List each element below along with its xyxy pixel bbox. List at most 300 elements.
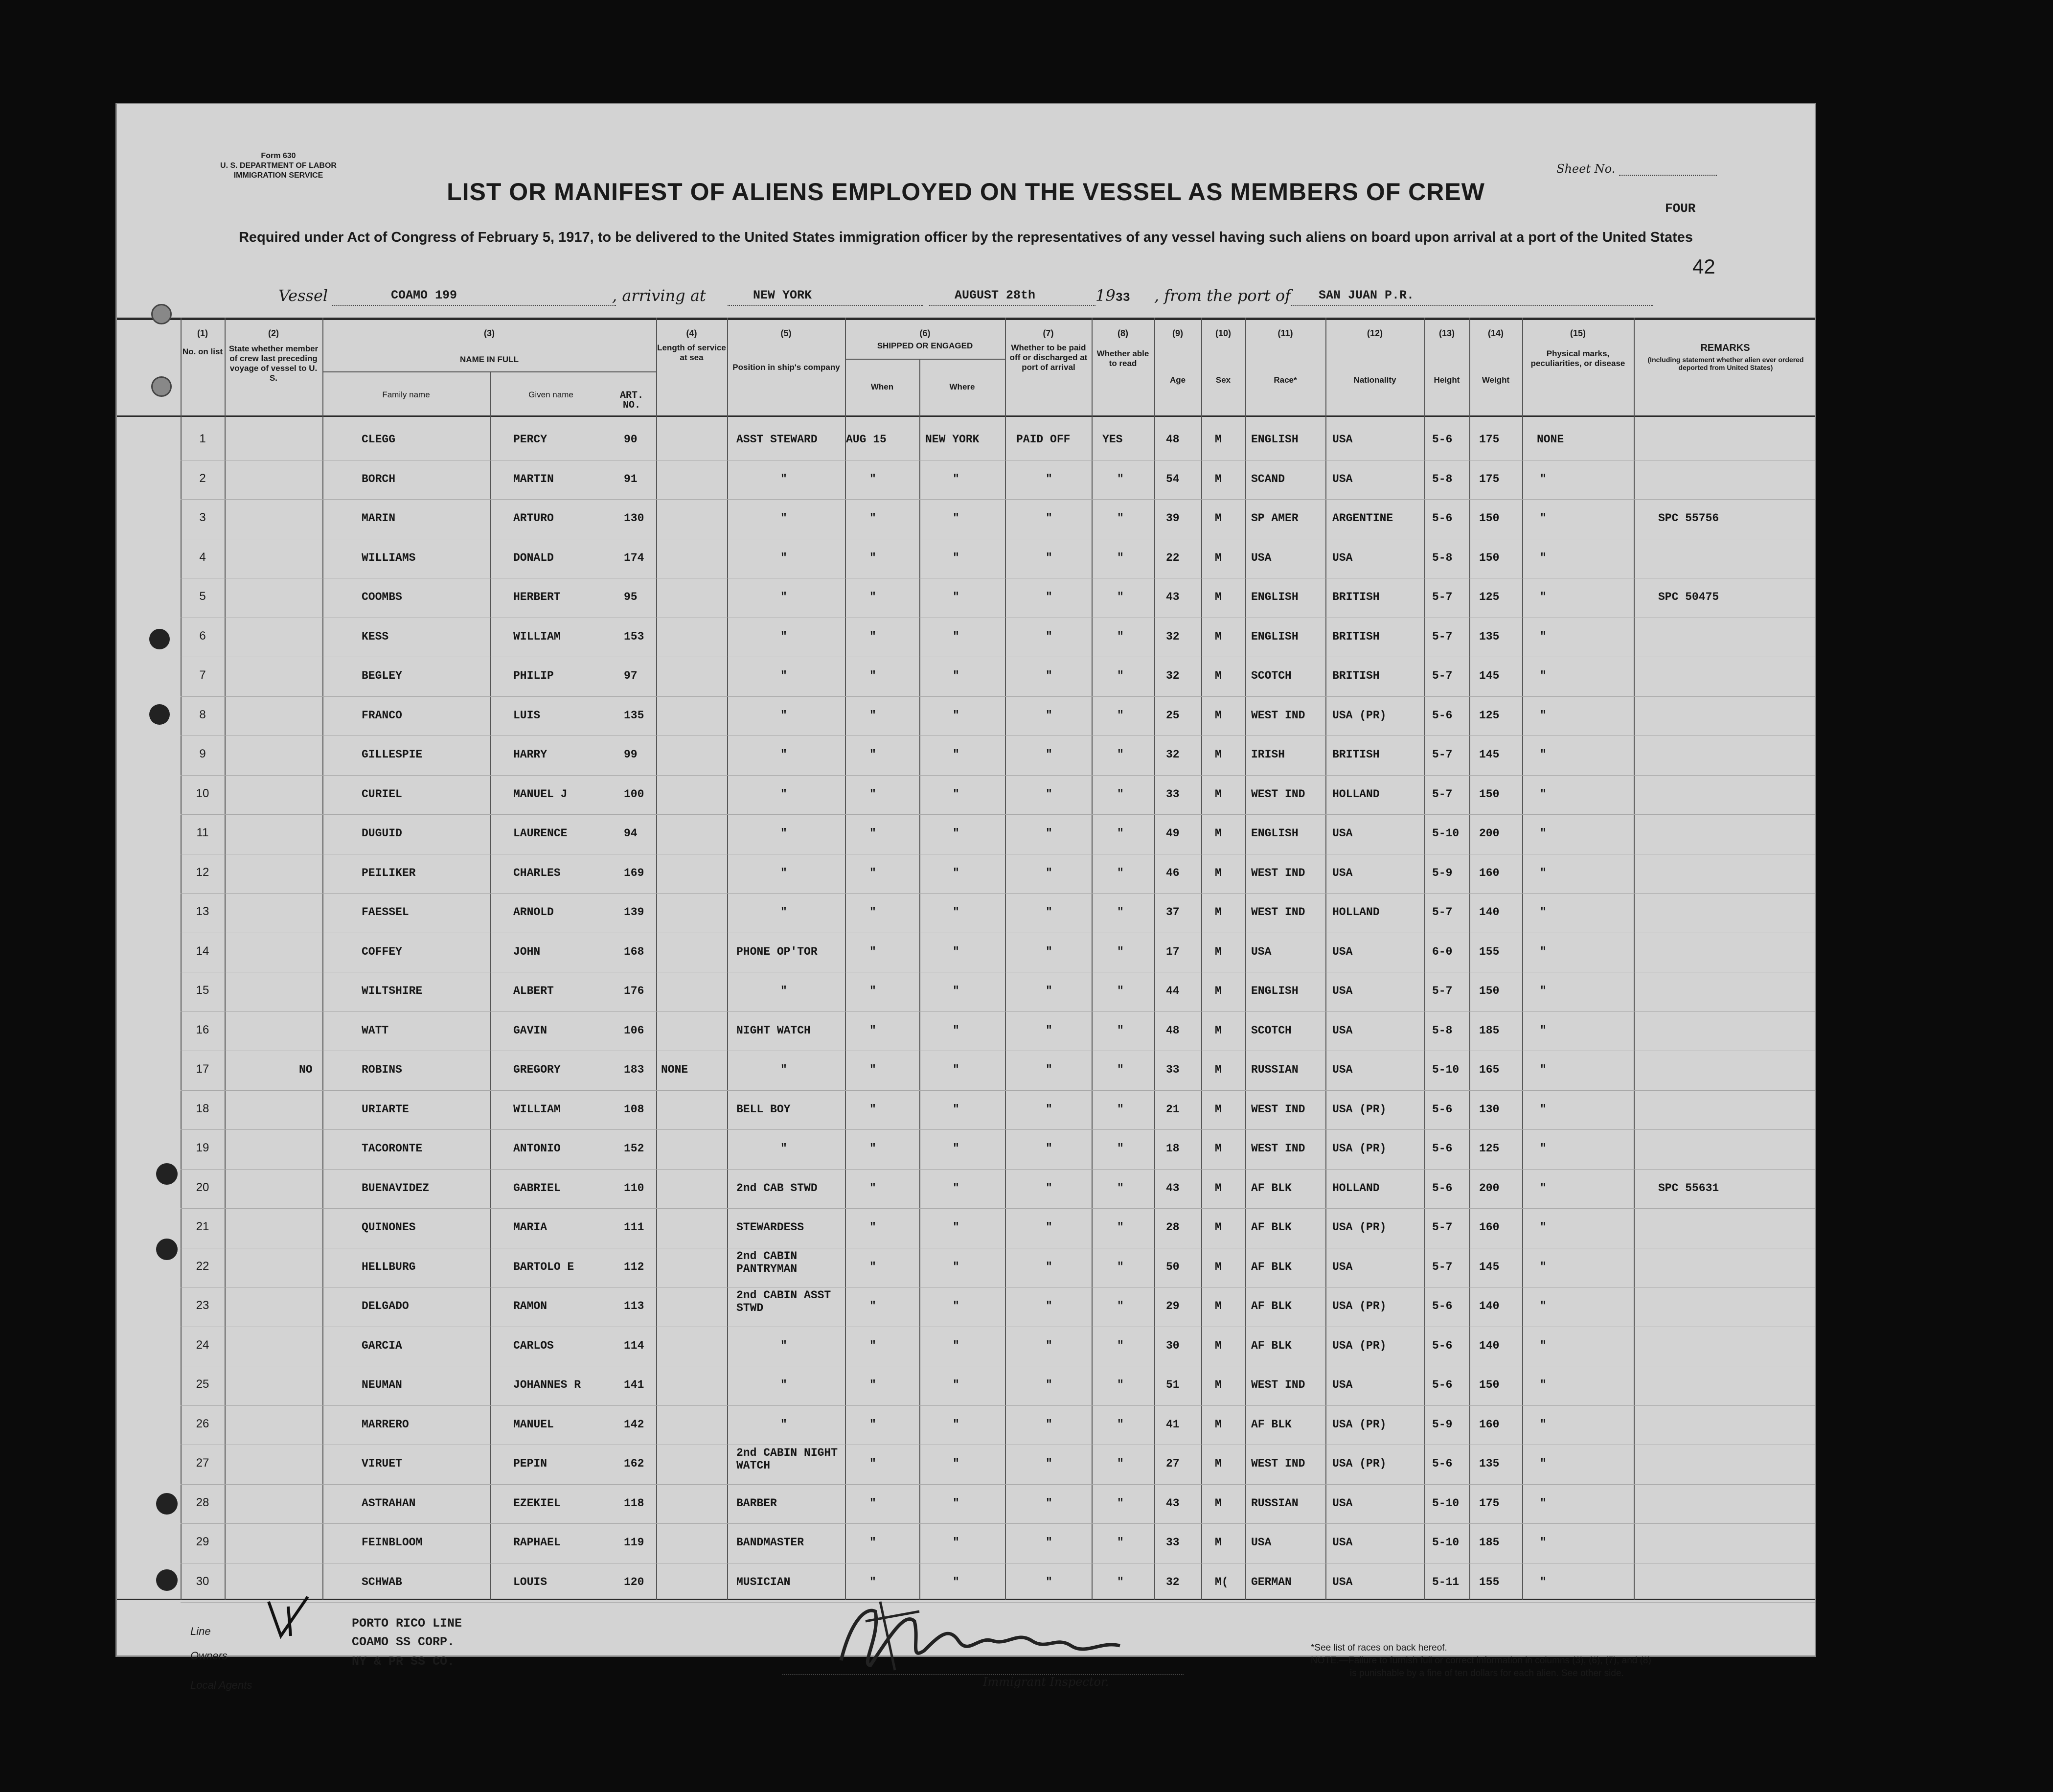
department-name: U. S. DEPARTMENT OF LABOR <box>220 161 337 170</box>
cell-when: " <box>869 1300 876 1312</box>
col-rule <box>845 318 846 1600</box>
cell-read: " <box>1117 1103 1124 1116</box>
row-number: 6 <box>199 629 206 643</box>
cell-read: " <box>1117 1536 1124 1549</box>
cell-sex: M <box>1215 1378 1222 1391</box>
row-number: 16 <box>196 1023 209 1036</box>
cell-age: 37 <box>1166 906 1180 919</box>
cell-weight: 140 <box>1479 1339 1500 1352</box>
cell-nat: USA (PR) <box>1332 709 1387 722</box>
cell-read: " <box>1117 472 1124 485</box>
cell-where: " <box>953 866 959 879</box>
cell-sex: M <box>1215 1181 1222 1195</box>
cell-sex: M <box>1215 1536 1222 1549</box>
cell-paid: " <box>1046 1221 1052 1234</box>
cell-read: " <box>1117 1457 1124 1470</box>
cell-read: " <box>1117 1260 1124 1273</box>
cell-race: SP AMER <box>1251 512 1299 525</box>
colnum-5: (5) <box>780 328 792 338</box>
cell-marks: " <box>1540 512 1547 525</box>
cell-read: " <box>1117 1378 1124 1391</box>
cell-paid: " <box>1046 1260 1052 1273</box>
cell-art: 91 <box>624 472 638 485</box>
inspector-signature <box>821 1592 1174 1675</box>
cell-race: AF BLK <box>1251 1339 1292 1352</box>
cell-race: GERMAN <box>1251 1575 1292 1588</box>
cell-marks: NONE <box>1537 433 1564 446</box>
colnum-14: (14) <box>1487 328 1504 338</box>
cell-art: 162 <box>624 1457 644 1470</box>
year-suffix: 33 <box>1115 291 1130 305</box>
cell-position: " <box>780 1063 787 1076</box>
header-where: Where <box>949 382 975 391</box>
cell-where: " <box>953 709 959 722</box>
footer-line-value: PORTO RICO LINE <box>352 1616 462 1631</box>
cell-family: HELLBURG <box>362 1260 416 1273</box>
cell-given: PERCY <box>513 433 547 446</box>
form-identifier <box>190 151 366 181</box>
col-rule <box>1325 318 1326 1600</box>
cell-paid: " <box>1046 1024 1052 1037</box>
cell-age: 43 <box>1166 591 1180 603</box>
cell-where: " <box>953 1221 959 1234</box>
cell-family: MARRERO <box>362 1418 409 1431</box>
cell-when: " <box>869 748 876 761</box>
cell-position: BARBER <box>736 1496 777 1510</box>
cell-family: VIRUET <box>362 1457 402 1470</box>
cell-read: " <box>1117 1142 1124 1155</box>
cell-when: " <box>869 866 876 879</box>
cell-family: WILLIAMS <box>362 551 416 564</box>
cell-race: USA <box>1251 1536 1272 1549</box>
cell-family: DUGUID <box>362 827 402 840</box>
cell-height: 5-6 <box>1432 1181 1453 1195</box>
cell-art: 168 <box>624 945 644 958</box>
cell-race: WEST IND <box>1251 906 1305 919</box>
inspector-label: Immigrant Inspector. <box>983 1675 1109 1689</box>
cell-weight: 165 <box>1479 1063 1500 1076</box>
row-rule <box>181 814 1815 815</box>
cell-marks: " <box>1540 1378 1547 1391</box>
cell-marks: " <box>1540 1457 1547 1470</box>
cell-marks: " <box>1540 945 1547 958</box>
cell-position: ASST STEWARD <box>736 433 818 446</box>
cell-position: " <box>780 1339 787 1352</box>
cell-nat: BRITISH <box>1332 591 1380 603</box>
header-name-in-full: NAME IN FULL <box>460 355 519 364</box>
cell-race: ENGLISH <box>1251 591 1299 603</box>
cell-given: BARTOLO E <box>513 1260 574 1273</box>
cell-age: 43 <box>1166 1181 1180 1195</box>
punch-hole <box>149 629 170 649</box>
cell-nat: USA (PR) <box>1332 1142 1387 1155</box>
cell-given: RAMON <box>513 1300 547 1312</box>
cell-position: " <box>780 709 787 722</box>
cell-given: HERBERT <box>513 591 561 603</box>
cell-weight: 130 <box>1479 1103 1500 1116</box>
cell-race: SCAND <box>1251 472 1285 485</box>
header-able-read: Whether able to read <box>1096 349 1149 368</box>
cell-when: " <box>869 1418 876 1431</box>
cell-race: SCOTCH <box>1251 1024 1292 1037</box>
note-penalty: NOTE.—Failure to furnish full or correct information in columns (3), (6), (7), and (8) <box>1311 1655 1651 1666</box>
cell-where: " <box>953 1024 959 1037</box>
cell-height: 5-7 <box>1432 906 1453 919</box>
cell-read: " <box>1117 1063 1124 1076</box>
cell-age: 32 <box>1166 1575 1180 1588</box>
form-number: Form 630 <box>261 152 296 160</box>
footer-agents-value: NY & PR SS CO. <box>352 1654 455 1669</box>
cell-age: 33 <box>1166 787 1180 801</box>
cell-marks: " <box>1540 1260 1547 1273</box>
cell-marks: " <box>1540 669 1547 682</box>
cell-family: GILLESPIE <box>362 748 423 761</box>
cell-nat: USA (PR) <box>1332 1103 1387 1116</box>
cell-position: " <box>780 906 787 919</box>
cell-weight: 155 <box>1479 1575 1500 1588</box>
cell-race: IRISH <box>1251 748 1285 761</box>
cell-weight: 135 <box>1479 1457 1500 1470</box>
punch-hole <box>156 1493 178 1515</box>
cell-read: " <box>1117 1221 1124 1234</box>
from-port-label: , from the port of <box>1154 286 1291 305</box>
cell-read: " <box>1117 906 1124 919</box>
cell-race: WEST IND <box>1251 1378 1305 1391</box>
port-dotline <box>728 305 923 306</box>
row-number: 22 <box>196 1259 209 1273</box>
cell-where: " <box>953 1063 959 1076</box>
cell-given: LAURENCE <box>513 827 568 840</box>
cell-paid: " <box>1046 1103 1052 1116</box>
cell-marks: " <box>1540 551 1547 564</box>
cell-when: AUG 15 <box>846 433 887 446</box>
cell-sex: M <box>1215 512 1222 525</box>
cell-race: RUSSIAN <box>1251 1496 1299 1510</box>
cell-sex: M <box>1215 1142 1222 1155</box>
cell-marks: " <box>1540 1063 1547 1076</box>
cell-given: RAPHAEL <box>513 1536 561 1549</box>
cell-when: " <box>869 1024 876 1037</box>
row-number: 17 <box>196 1062 209 1076</box>
cell-sex: M <box>1215 1221 1222 1234</box>
cell-sex: M <box>1215 1103 1222 1116</box>
cell-race: SCOTCH <box>1251 669 1292 682</box>
cell-age: 46 <box>1166 866 1180 879</box>
cell-when: " <box>869 1575 876 1588</box>
cell-sex: M <box>1215 748 1222 761</box>
cell-marks: " <box>1540 906 1547 919</box>
cell-family: TACORONTE <box>362 1142 423 1155</box>
cell-paid: " <box>1046 1181 1052 1195</box>
cell-family: FAESSEL <box>362 906 409 919</box>
col-rule <box>727 318 728 1600</box>
cell-sex: M <box>1215 591 1222 603</box>
cell-nat: USA <box>1332 1536 1353 1549</box>
cell-art: 135 <box>624 709 644 722</box>
cell-given: GAVIN <box>513 1024 547 1037</box>
cell-when: " <box>869 512 876 525</box>
cell-given: LOUIS <box>513 1575 547 1588</box>
cell-sex: M <box>1215 787 1222 801</box>
header-length-service: Length of service at sea <box>657 343 726 362</box>
cell-when: " <box>869 1378 876 1391</box>
note-penalty-continued: is punishable by a fine of ten dollars for each alien. See other side. <box>1350 1668 1624 1678</box>
cell-read: " <box>1117 985 1124 997</box>
cell-when: " <box>869 709 876 722</box>
cell-race: AF BLK <box>1251 1260 1292 1273</box>
colnum-10: (10) <box>1215 328 1231 338</box>
cell-given: ANTONIO <box>513 1142 561 1155</box>
cell-read: " <box>1117 551 1124 564</box>
name-subrule <box>322 371 656 372</box>
cell-given: DONALD <box>513 551 554 564</box>
cell-age: 43 <box>1166 1496 1180 1510</box>
cell-marks: " <box>1540 985 1547 997</box>
cell-given: GABRIEL <box>513 1181 561 1195</box>
cell-when: " <box>869 945 876 958</box>
table-top-rule <box>117 318 1815 320</box>
cell-family: NEUMAN <box>362 1378 402 1391</box>
cell-sex: M <box>1215 827 1222 840</box>
cell-family: ASTRAHAN <box>362 1496 416 1510</box>
cell-position: 2nd CABIN ASST STWD <box>736 1289 831 1314</box>
cell-family: DELGADO <box>362 1300 409 1312</box>
cell-where: " <box>953 1260 959 1273</box>
footer-notes <box>1311 1642 1651 1680</box>
cell-weight: 135 <box>1479 630 1500 643</box>
cell-nat: USA <box>1332 827 1353 840</box>
row-number: 24 <box>196 1338 209 1352</box>
cell-art: 95 <box>624 591 638 603</box>
row-number: 12 <box>196 865 209 879</box>
col-rule <box>490 371 491 1600</box>
cell-age: 48 <box>1166 1024 1180 1037</box>
cell-given: EZEKIEL <box>513 1496 561 1510</box>
cell-position: " <box>780 787 787 801</box>
cell-art: 111 <box>624 1221 644 1234</box>
cell-read: " <box>1117 945 1124 958</box>
cell-weight: 160 <box>1479 1418 1500 1431</box>
cell-paid: " <box>1046 472 1052 485</box>
cell-sex: M <box>1215 1063 1222 1076</box>
cell-family: BORCH <box>362 472 396 485</box>
cell-where: " <box>953 1575 959 1588</box>
cell-when: " <box>869 985 876 997</box>
cell-read: " <box>1117 748 1124 761</box>
cell-art: 152 <box>624 1142 644 1155</box>
service-name: IMMIGRATION SERVICE <box>233 171 323 180</box>
col-rule <box>919 359 920 1600</box>
cell-paid: " <box>1046 1536 1052 1549</box>
header-sex: Sex <box>1215 375 1231 385</box>
cell-sex: M( <box>1215 1575 1229 1588</box>
cell-paid: " <box>1046 1339 1052 1352</box>
cell-height: 5-9 <box>1432 1418 1453 1431</box>
cell-where: " <box>953 1142 959 1155</box>
cell-where: " <box>953 1378 959 1391</box>
colnum-4: (4) <box>686 328 697 338</box>
cell-nat: BRITISH <box>1332 669 1380 682</box>
cell-marks: " <box>1540 1496 1547 1510</box>
cell-paid: " <box>1046 512 1052 525</box>
col-rule <box>656 318 657 1600</box>
cell-prev: NO <box>299 1063 313 1076</box>
cell-family: SCHWAB <box>362 1575 402 1588</box>
cell-where: " <box>953 906 959 919</box>
cell-art: 108 <box>624 1103 644 1116</box>
cell-position: 2nd CAB STWD <box>736 1181 818 1195</box>
header-physical: Physical marks, peculiarities, or disease <box>1530 349 1625 368</box>
cell-sex: M <box>1215 1260 1222 1273</box>
cell-nat: USA (PR) <box>1332 1339 1387 1352</box>
cell-family: KESS <box>362 630 389 643</box>
cell-given: ARNOLD <box>513 906 554 919</box>
cell-given: WILLIAM <box>513 1103 561 1116</box>
cell-paid: " <box>1046 787 1052 801</box>
cell-where: " <box>953 512 959 525</box>
row-number: 1 <box>199 432 206 445</box>
row-number: 19 <box>196 1141 209 1154</box>
cell-age: 28 <box>1166 1221 1180 1234</box>
punch-hole <box>156 1239 178 1260</box>
cell-family: BUENAVIDEZ <box>362 1181 430 1195</box>
cell-given: LUIS <box>513 709 541 722</box>
row-number: 18 <box>196 1102 209 1115</box>
cell-age: 18 <box>1166 1142 1180 1155</box>
cell-race: AF BLK <box>1251 1221 1292 1234</box>
cell-weight: 150 <box>1479 1378 1500 1391</box>
cell-position: " <box>780 551 787 564</box>
sheet-number-value: FOUR <box>1665 201 1696 216</box>
cell-position: " <box>780 630 787 643</box>
cell-race: WEST IND <box>1251 787 1305 801</box>
cell-nat: USA <box>1332 985 1353 997</box>
row-number: 7 <box>199 668 206 682</box>
cell-paid: " <box>1046 1142 1052 1155</box>
row-number: 4 <box>199 550 206 564</box>
cell-race: RUSSIAN <box>1251 1063 1299 1076</box>
cell-race: USA <box>1251 945 1272 958</box>
cell-when: " <box>869 1260 876 1273</box>
cell-height: 5-8 <box>1432 551 1453 564</box>
cell-read: YES <box>1102 433 1123 446</box>
cell-weight: 185 <box>1479 1536 1500 1549</box>
header-family-name: Family name <box>382 390 430 399</box>
cell-nat: USA (PR) <box>1332 1418 1387 1431</box>
cell-age: 27 <box>1166 1457 1180 1470</box>
cell-family: CLEGG <box>362 433 396 446</box>
cell-where: " <box>953 1181 959 1195</box>
cell-family: COFFEY <box>362 945 402 958</box>
cell-paid: " <box>1046 669 1052 682</box>
from-port: SAN JUAN P.R. <box>1319 288 1414 302</box>
cell-marks: " <box>1540 748 1547 761</box>
cell-art: 119 <box>624 1536 644 1549</box>
cell-position: " <box>780 866 787 879</box>
cell-read: " <box>1117 630 1124 643</box>
cell-given: WILLIAM <box>513 630 561 643</box>
cell-height: 5-8 <box>1432 472 1453 485</box>
row-number: 21 <box>196 1220 209 1233</box>
cell-paid: " <box>1046 1378 1052 1391</box>
cell-sex: M <box>1215 551 1222 564</box>
arriving-label: , arriving at <box>612 286 706 305</box>
cell-art: 174 <box>624 551 644 564</box>
cell-age: 33 <box>1166 1536 1180 1549</box>
cell-marks: " <box>1540 591 1547 603</box>
cell-family: BEGLEY <box>362 669 402 682</box>
cell-art: 110 <box>624 1181 644 1195</box>
punch-hole <box>156 1163 178 1185</box>
cell-position: BANDMASTER <box>736 1536 804 1549</box>
cell-when: " <box>869 669 876 682</box>
cell-remarks: SPC 55756 <box>1658 512 1719 525</box>
cell-position: " <box>780 748 787 761</box>
cell-family: WILTSHIRE <box>362 985 423 997</box>
header-when: When <box>870 382 894 391</box>
row-number: 30 <box>196 1574 209 1588</box>
cell-marks: " <box>1540 472 1547 485</box>
cell-nat: HOLLAND <box>1332 1181 1380 1195</box>
cell-nat: BRITISH <box>1332 630 1380 643</box>
cell-paid: " <box>1046 1457 1052 1470</box>
header-given-name: Given name <box>528 390 573 399</box>
cell-age: 32 <box>1166 748 1180 761</box>
cell-marks: " <box>1540 1142 1547 1155</box>
footer-owners-value: COAMO SS CORP. <box>352 1635 455 1649</box>
row-number: 14 <box>196 944 209 958</box>
cell-sex: M <box>1215 1457 1222 1470</box>
cell-height: 5-7 <box>1432 591 1453 603</box>
cell-family: GARCIA <box>362 1339 402 1352</box>
col-rule <box>181 318 182 1600</box>
cell-art: 169 <box>624 866 644 879</box>
cell-family: FEINBLOOM <box>362 1536 423 1549</box>
cell-art: 100 <box>624 787 644 801</box>
cell-sex: M <box>1215 472 1222 485</box>
row-rule <box>181 1484 1815 1485</box>
cell-where: " <box>953 1300 959 1312</box>
cell-position: NIGHT WATCH <box>736 1024 811 1037</box>
cell-height: 5-8 <box>1432 1024 1453 1037</box>
cell-nat: USA <box>1332 866 1353 879</box>
colnum-7: (7) <box>1043 328 1054 338</box>
col-rule <box>225 318 226 1600</box>
cell-weight: 150 <box>1479 985 1500 997</box>
sheet-number-label: Sheet No. <box>1556 162 1616 176</box>
cell-weight: 125 <box>1479 591 1500 603</box>
col-rule <box>1154 318 1155 1600</box>
arrival-year <box>1095 286 1130 305</box>
cell-marks: " <box>1540 827 1547 840</box>
cell-nat: ARGENTINE <box>1332 512 1393 525</box>
cell-art: 141 <box>624 1378 644 1391</box>
cell-position: " <box>780 1378 787 1391</box>
cell-when: " <box>869 1063 876 1076</box>
cell-read: " <box>1117 1418 1124 1431</box>
cell-when: " <box>869 906 876 919</box>
cell-weight: 185 <box>1479 1024 1500 1037</box>
arrival-date: AUGUST 28th <box>955 288 1036 302</box>
cell-weight: 175 <box>1479 472 1500 485</box>
colnum-6: (6) <box>919 328 931 338</box>
cell-paid: " <box>1046 591 1052 603</box>
punch-hole <box>151 376 172 397</box>
punch-hole <box>156 1569 178 1591</box>
cell-when: " <box>869 787 876 801</box>
cell-nat: HOLLAND <box>1332 906 1380 919</box>
cell-when: " <box>869 1457 876 1470</box>
